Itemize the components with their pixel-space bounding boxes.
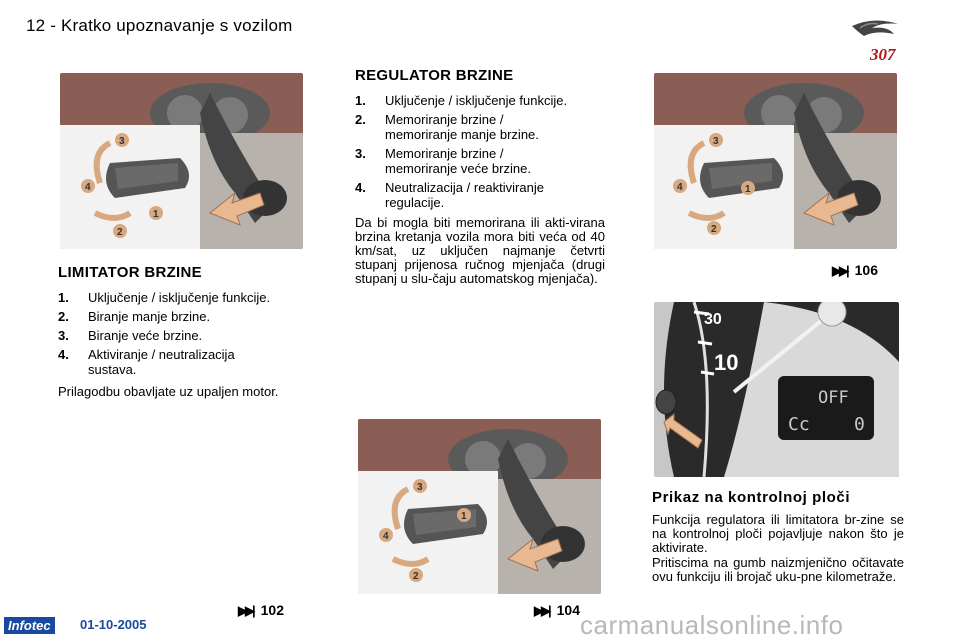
callout-2: 2 (413, 571, 419, 582)
callout-3: 3 (119, 136, 125, 147)
ref-link-102[interactable] (238, 602, 284, 619)
callout-4: 4 (383, 531, 389, 542)
ref-link-106[interactable] (832, 262, 878, 279)
item-text: Uključenje / isključenje funkcije. (88, 290, 271, 305)
item-text: Neutralizacija / reaktiviranje regulacije. (385, 180, 544, 210)
item-number: 1. (58, 290, 69, 305)
regulator-note: Da bi mogla biti memorirana ili akti-virana brzina kretanja vozila mora biti veća od 40 km/sat, uz uključen najmanje četvrti stupanj prijenosa ručnog mjenjača (drugi stupanj u slu-čaju automatskog mjenjača). (355, 215, 605, 286)
forward-arrow-icon: ▶▶| (832, 263, 847, 278)
logo-text: 307 (870, 45, 896, 64)
item-text: Memoriranje brzine / memoriranje veće brzine. (385, 146, 531, 176)
page-header: 12 - Kratko upoznavanje s vozilom (26, 16, 293, 35)
display-para-2: Pritiscima na gumb naizmjenično očitavate ovu funkciju ili brojač uku-pne kilometraže. (652, 555, 904, 584)
item-number: 2. (355, 112, 366, 127)
gauge-label-30: 30 (704, 311, 722, 328)
instrument-display-photo (654, 302, 899, 477)
peugeot-307-logo (842, 14, 906, 66)
item-number: 2. (58, 309, 69, 324)
forward-arrow-icon: ▶▶| (534, 603, 549, 618)
ref-number: 106 (854, 262, 878, 278)
watermark: carmanualsonline.info (580, 610, 844, 640)
callout-3: 3 (713, 136, 719, 147)
list-item (58, 347, 263, 377)
display-para-1: Funkcija regulatora ili limitatora br-zine se na kontrolnoj ploči pojavljuje nakon što je aktivirate. (652, 512, 904, 555)
lcd-cc-text: Cc (788, 414, 810, 435)
steering-lever-photo-1 (60, 73, 303, 249)
callout-4: 4 (677, 182, 683, 193)
list-item (58, 290, 308, 305)
callout-3: 3 (417, 482, 423, 493)
item-number: 3. (355, 146, 366, 161)
forward-arrow-icon: ▶▶| (238, 603, 253, 618)
item-number: 3. (58, 328, 69, 343)
infotec-logo: Infotec (4, 617, 55, 634)
list-item (355, 180, 575, 210)
item-text: Biranje manje brzine. (88, 309, 211, 324)
ref-number: 102 (260, 602, 284, 618)
list-item (58, 328, 308, 343)
regulator-list (355, 93, 605, 214)
item-text: Memoriranje brzine / memoriranje manje brzine. (385, 112, 539, 142)
callout-1: 1 (745, 184, 751, 195)
limitator-note: Prilagodbu obavljate uz upaljen motor. (58, 384, 279, 399)
limitator-title: LIMITATOR BRZINE (58, 264, 202, 281)
callout-1: 1 (153, 209, 159, 220)
item-text: Aktiviranje / neutralizacija sustava. (88, 347, 235, 377)
callout-4: 4 (85, 182, 91, 193)
callout-2: 2 (711, 224, 717, 235)
list-item (355, 93, 605, 108)
regulator-title: REGULATOR BRZINE (355, 67, 514, 84)
item-number: 1. (355, 93, 366, 108)
ref-number: 104 (556, 602, 580, 618)
footer-date: 01-10-2005 (80, 617, 147, 632)
item-number: 4. (355, 180, 366, 195)
lcd-off-text: OFF (818, 388, 849, 408)
item-text: Uključenje / isključenje funkcije. (385, 93, 568, 108)
steering-lever-photo-2 (358, 419, 601, 594)
lcd-value-text: 0 (854, 414, 865, 435)
list-item (58, 309, 308, 324)
item-text: Biranje veće brzine. (88, 328, 203, 343)
item-number: 4. (58, 347, 69, 362)
display-title: Prikaz na kontrolnoj ploči (652, 489, 851, 506)
limitator-list (58, 290, 308, 381)
list-item (355, 112, 575, 142)
steering-lever-photo-3 (654, 73, 897, 249)
ref-link-104[interactable] (534, 602, 580, 619)
list-item (355, 146, 575, 176)
callout-1: 1 (461, 511, 467, 522)
gauge-label-10: 10 (714, 350, 739, 375)
callout-2: 2 (117, 227, 123, 238)
